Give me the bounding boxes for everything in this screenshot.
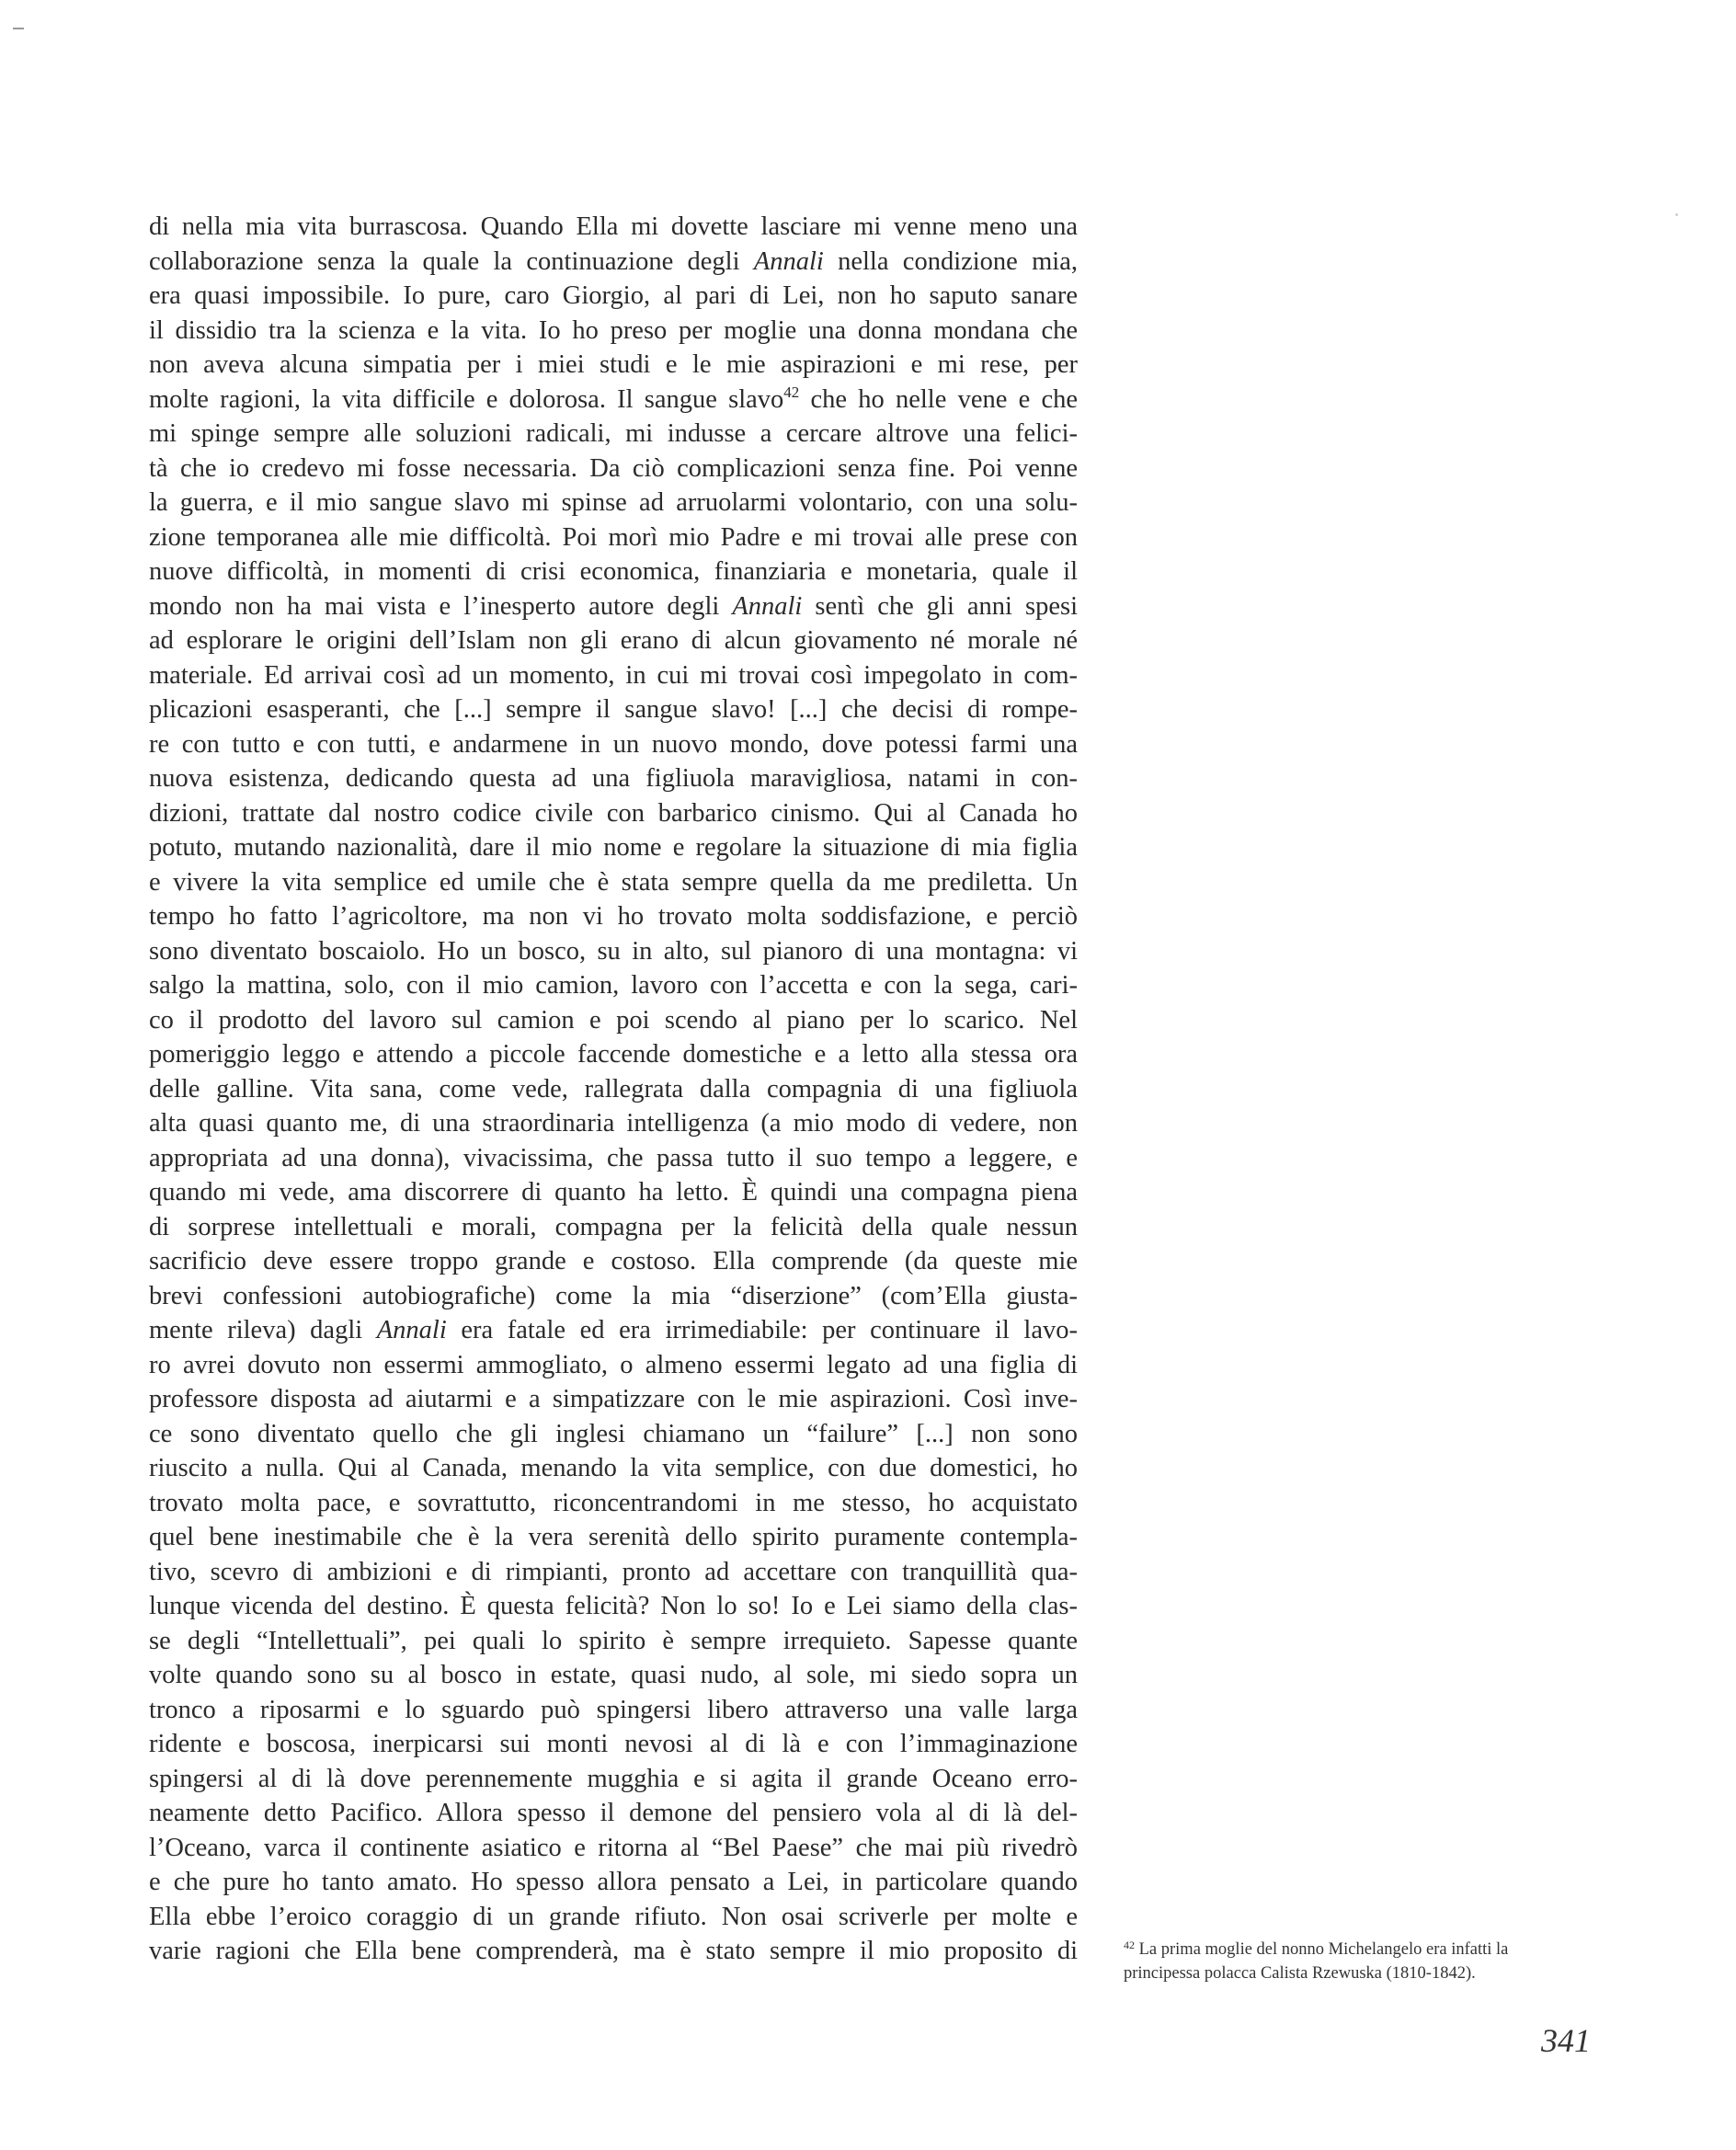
body-line: co il prodotto del lavoro sul camion e poi scendo al piano per lo scarico. Nel — [149, 1005, 1078, 1035]
body-line: sacrificio deve essere troppo grande e costoso. Ella comprende (da queste mie — [149, 1247, 1078, 1275]
body-line: mondo non ha mai vista e l’inesperto autore degli Annali sentì che gli anni spesi — [149, 591, 1079, 621]
body-line: trovato molta pace, e sovrattutto, riconcentrandomi in me stesso, ho acquistato — [149, 1488, 1078, 1517]
body-line: delle galline. Vita sana, come vede, rallegrata dalla compagnia di una figliuola — [149, 1074, 1078, 1104]
body-line: molte ragioni, la vita difficile e dolorosa. Il sangue slavo$^{42}$ che ho nelle vene e che — [149, 383, 1078, 414]
body-line: il dissidio tra la scienza e la vita. Io ho preso per moglie una donna mondana che — [149, 315, 1078, 345]
italic-title: Annali — [376, 1316, 447, 1344]
italic-title: Annali — [753, 246, 824, 276]
body-line: volte quando sono su al bosco in estate, quasi nudo, al sole, mi siedo sopra un — [149, 1661, 1078, 1689]
body-line: quel bene inestimabile che è la vera serenità dello spirito puramente contempla- — [149, 1523, 1078, 1551]
body-line: e vivere la vita semplice ed umile che è stata sempre quella da me prediletta. Un — [149, 867, 1078, 897]
body-line: materiale. Ed arrivai così ad un momento, in cui mi trovai così impegolato in com- — [149, 660, 1078, 690]
body-line: ce sono diventato quello che gli inglesi chiamano un “failure” [...] non sono — [149, 1419, 1078, 1448]
body-line: se degli “Intellettuali”, pei quali lo spirito è sempre irrequieto. Sapesse quante — [149, 1626, 1078, 1655]
footnote-line-1: $^{42}$ La prima moglie del nonno Michelangelo era infatti la — [1124, 1938, 1509, 1959]
body-line: appropriata ad una donna), vivacissima, che passa tutto il suo tempo a leggere, e — [149, 1143, 1078, 1172]
body-line: mente rileva) dagli Annali era fatale ed era irrimediabile: per continuare il lavo- — [149, 1316, 1078, 1344]
page-number: 341 — [1541, 2022, 1591, 2059]
body-line: nuove difficoltà, in momenti di crisi economica, finanziaria e monetaria, quale il — [149, 557, 1078, 586]
body-line: spingersi al di là dove perennemente mugghia e si agita il grande Oceano erro- — [149, 1764, 1078, 1793]
body-line: zione temporanea alle mie difficoltà. Poi morì mio Padre e mi trovai alle prese con — [149, 522, 1078, 552]
body-line: la guerra, e il mio sangue slavo mi spinse ad arruolarmi volontario, con una solu- — [149, 488, 1078, 517]
body-line: neamente detto Pacifico. Allora spesso il demone del pensiero vola al di là del- — [149, 1799, 1078, 1827]
body-line: plicazioni esasperanti, che [...] sempre il sangue slavo! [...] che decisi di rompe- — [149, 695, 1078, 724]
body-line: potuto, mutando nazionalità, dare il mio nome e regolare la situazione di mia figlia — [149, 833, 1078, 862]
footnote-line-2: principessa polacca Calista Rzewuska (1810-1842). — [1124, 1964, 1476, 1983]
body-line: quando mi vede, ama discorrere di quanto ha letto. È quindi una compagna piena — [149, 1178, 1078, 1207]
body-line: di nella mia vita burrascosa. Quando Ella mi dovette lasciare mi venne meno una — [149, 212, 1078, 241]
body-line: alta quasi quanto me, di una straordinaria intelligenza (a mio modo di vedere, non — [149, 1109, 1078, 1138]
body-line: tronco a riposarmi e lo sguardo può spingersi libero attraverso una valle larga — [149, 1695, 1078, 1724]
scan-corner-mark — [13, 28, 24, 29]
body-line: tà che io credevo mi fosse necessaria. Da ciò complicazioni senza fine. Poi venne — [149, 453, 1078, 483]
body-line: professore disposta ad aiutarmi e a simpatizzare con le mie aspirazioni. Così inve- — [149, 1385, 1078, 1413]
body-line: mi spinge sempre alle soluzioni radicali, mi indusse a cercare altrove una felici- — [149, 419, 1078, 448]
footnote-marker: 42 — [1124, 1938, 1135, 1951]
footnote-reference[interactable]: 42 — [783, 383, 800, 401]
body-line: ad esplorare le origini dell’Islam non gli erano di alcun giovamento né morale né — [149, 626, 1078, 655]
body-line: tempo ho fatto l’agricoltore, ma non vi ho trovato molta soddisfazione, e perciò — [149, 902, 1078, 931]
body-line: ro avrei dovuto non essermi ammogliato, o almeno essermi legato ad una figlia di — [149, 1350, 1078, 1379]
body-line: di sorprese intellettuali e morali, compagna per la felicità della quale nessun — [149, 1212, 1078, 1241]
body-line: ridente e boscosa, inerpicarsi sui monti nevosi al di là e con l’immaginazione — [149, 1730, 1078, 1758]
footnote-42 — [1124, 1938, 1593, 1985]
body-line: dizioni, trattate dal nostro codice civile con barbarico cinismo. Qui al Canada ho — [149, 798, 1078, 828]
scan-speck — [1675, 213, 1678, 216]
body-line: e che pure ho tanto amato. Ho spesso allora pensato a Lei, in particolare quando — [149, 1868, 1078, 1896]
body-line: tivo, scevro di ambizioni e di rimpianti, pronto ad accettare con tranquillità qua- — [149, 1557, 1078, 1586]
body-line: salgo la mattina, solo, con il mio camion, lavoro con l’accetta e con la sega, cari- — [149, 971, 1078, 1000]
italic-title: Annali — [732, 591, 803, 621]
body-line: sono diventato boscaiolo. Ho un bosco, su in alto, sul pianoro di una montagna: vi — [149, 936, 1078, 966]
body-line: nuova esistenza, dedicando questa ad una figliuola maravigliosa, natami in con- — [149, 764, 1078, 793]
body-text — [149, 210, 1078, 1969]
body-line: Ella ebbe l’eroico coraggio di un grande rifiuto. Non osai scriverle per molte e — [149, 1902, 1078, 1931]
body-line: varie ragioni che Ella bene comprenderà, ma è stato sempre il mio proposito di — [149, 1937, 1078, 1965]
body-line: non aveva alcuna simpatia per i miei studi e le mie aspirazioni e mi rese, per — [149, 350, 1078, 379]
body-line: l’Oceano, varca il continente asiatico e ritorna al “Bel Paese” che mai più rivedrò — [149, 1833, 1078, 1862]
body-line: collaborazione senza la quale la continuazione degli Annali nella condizione mia, — [149, 246, 1078, 276]
body-line: pomeriggio leggo e attendo a piccole faccende domestiche e a letto alla stessa ora — [149, 1040, 1078, 1069]
body-line: brevi confessioni autobiografiche) come la mia “diserzione” (com’Ella giusta- — [149, 1281, 1078, 1310]
body-line: re con tutto e con tutti, e andarmene in un nuovo mondo, dove potessi farmi una — [149, 729, 1078, 759]
body-line: era quasi impossibile. Io pure, caro Giorgio, al pari di Lei, non ho saputo sanare — [149, 281, 1078, 310]
body-line: lunque vicenda del destino. È questa felicità? Non lo so! Io e Lei siamo della clas- — [149, 1592, 1078, 1620]
body-line: riuscito a nulla. Qui al Canada, menando la vita semplice, con due domestici, ho — [149, 1454, 1078, 1482]
